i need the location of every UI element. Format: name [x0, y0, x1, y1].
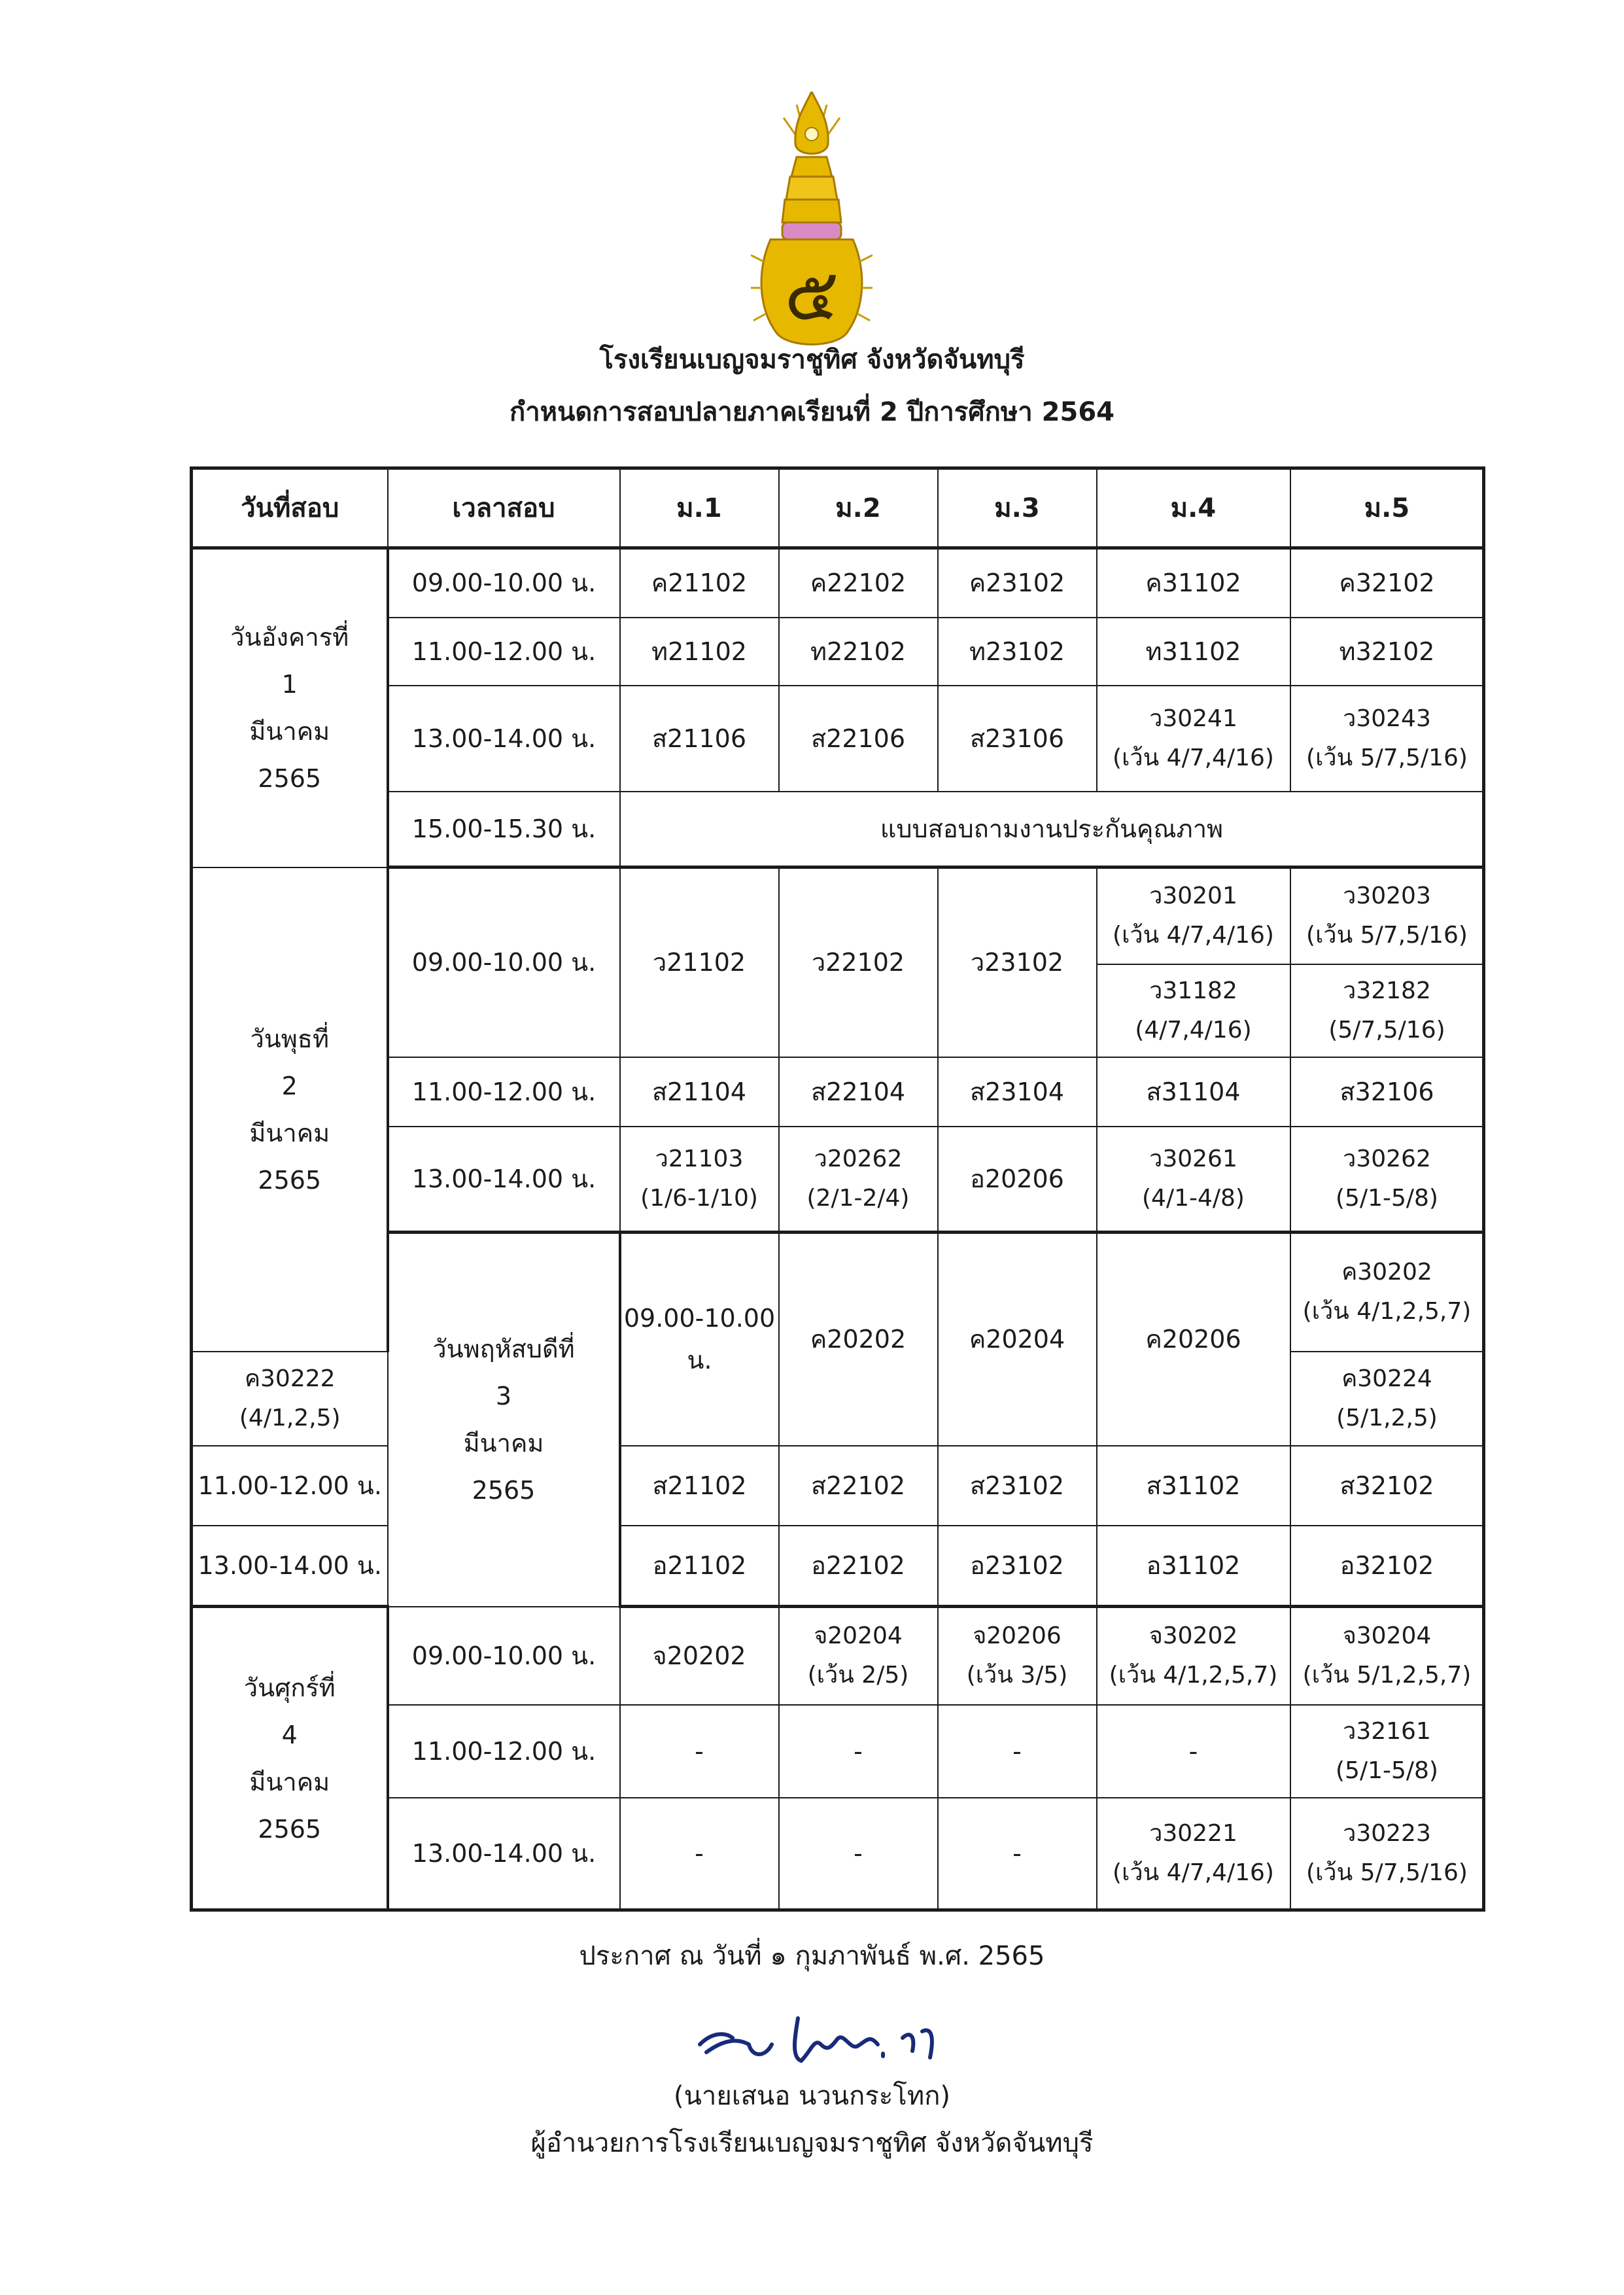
table-row — [192, 548, 1484, 618]
subject-cell — [620, 1127, 779, 1233]
time-cell: 09.00-10.00 น. — [388, 867, 620, 1057]
subject-note: (เว้น 3/5) — [966, 1662, 1068, 1689]
signer-position: ผู้อำนวยการโรงเรียนเบญจมราชูทิศ จังหวัดจันทบุรี — [530, 2128, 1094, 2158]
subject-cell — [1097, 686, 1290, 792]
subject-cell — [1290, 867, 1484, 964]
subject-code: ว30243 — [1343, 705, 1431, 732]
subject-cell — [779, 1607, 938, 1705]
subject-code: ว20262 — [814, 1145, 903, 1172]
time-cell: 13.00-14.00 น. — [192, 1526, 388, 1607]
day-name: วันอังคารที่ — [230, 623, 349, 652]
day-year: 2565 — [472, 1476, 536, 1505]
subject-cell: ค21102 — [620, 548, 779, 618]
day-year: 2565 — [258, 1814, 322, 1844]
schedule-title: กำหนดการสอบปลายภาคเรียนที่ 2 ปีการศึกษา 2564 — [510, 397, 1114, 427]
subject-note: (1/6-1/10) — [640, 1184, 758, 1212]
exam-schedule-table — [190, 466, 1485, 1912]
subject-cell: ส31102 — [1097, 1446, 1290, 1526]
subject-cell — [1097, 1798, 1290, 1910]
subject-code: ว30262 — [1343, 1145, 1431, 1172]
subject-cell: ส22102 — [779, 1446, 938, 1526]
subject-code: ว30241 — [1149, 705, 1237, 732]
time-cell: 11.00-12.00 น. — [388, 1057, 620, 1127]
subject-note: (5/1-5/8) — [1336, 1184, 1438, 1212]
subject-cell: ส22104 — [779, 1057, 938, 1127]
subject-code: จ30202 — [1149, 1622, 1238, 1650]
day-cell-1 — [192, 548, 388, 867]
subject-cell: - — [620, 1798, 779, 1910]
subject-note: (4/1,2,5) — [239, 1404, 341, 1431]
day-month: มีนาคม — [249, 717, 330, 746]
subject-cell: ส21106 — [620, 686, 779, 792]
subject-cell: ส21104 — [620, 1057, 779, 1127]
subject-cell — [1290, 1798, 1484, 1910]
subject-cell: ส23102 — [938, 1446, 1097, 1526]
subject-code: จ30204 — [1342, 1622, 1432, 1650]
subject-cell — [1097, 1127, 1290, 1233]
header-m3: ม.3 — [938, 468, 1097, 548]
subject-cell — [1290, 1127, 1484, 1233]
subject-cell: ว23102 — [938, 867, 1097, 1057]
table-header-row — [192, 468, 1484, 548]
subject-cell: ท32102 — [1290, 618, 1484, 686]
subject-cell: ท22102 — [779, 618, 938, 686]
subject-note: (5/1,2,5) — [1336, 1404, 1438, 1431]
school-name: โรงเรียนเบญจมราชูทิศ จังหวัดจันทบุรี — [599, 345, 1025, 375]
table-row — [192, 1607, 1484, 1705]
subject-code: ว32161 — [1343, 1717, 1431, 1745]
subject-code: ว30261 — [1149, 1145, 1237, 1172]
day-name: วันศุกร์ที่ — [243, 1673, 336, 1702]
day-name: วันพุธที่ — [250, 1024, 330, 1053]
subject-cell: - — [779, 1705, 938, 1798]
subject-code: ค30202 — [1341, 1259, 1432, 1286]
subject-note: (2/1-2/4) — [806, 1184, 910, 1212]
time-cell: 11.00-12.00 น. — [192, 1446, 388, 1526]
subject-cell — [1290, 1705, 1484, 1798]
subject-cell: ว21102 — [620, 867, 779, 1057]
subject-cell — [1290, 1352, 1484, 1446]
quality-survey-cell: แบบสอบถามงานประกันคุณภาพ — [620, 792, 1484, 867]
day-month: มีนาคม — [249, 1118, 330, 1148]
subject-cell: ค20204 — [938, 1233, 1097, 1446]
subject-note: (เว้น 5/1,2,5,7) — [1302, 1662, 1472, 1689]
subject-cell: อ22102 — [779, 1526, 938, 1607]
subject-cell: อ31102 — [1097, 1526, 1290, 1607]
subject-cell: ค32102 — [1290, 548, 1484, 618]
subject-cell: ค23102 — [938, 548, 1097, 618]
subject-cell: - — [1097, 1705, 1290, 1798]
time-cell: 13.00-14.00 น. — [388, 1798, 620, 1910]
time-cell: 09.00-10.00 น. — [620, 1233, 779, 1446]
subject-code: ว32182 — [1343, 977, 1431, 1004]
day-name: วันพฤหัสบดีที่ — [432, 1335, 575, 1364]
time-cell: 11.00-12.00 น. — [388, 1705, 620, 1798]
subject-note: (เว้น 4/7,4/16) — [1113, 1859, 1274, 1886]
subject-cell: อ32102 — [1290, 1526, 1484, 1607]
day-year: 2565 — [258, 1165, 322, 1195]
day-date: 3 — [495, 1382, 512, 1411]
subject-cell — [1290, 1607, 1484, 1705]
signer-name: (นายเสนอ นวนกระโทก) — [673, 2081, 951, 2111]
subject-code: จ20206 — [973, 1622, 1062, 1650]
subject-cell: ค31102 — [1097, 548, 1290, 618]
subject-cell — [1290, 964, 1484, 1057]
subject-cell: - — [938, 1798, 1097, 1910]
day-month: มีนาคม — [249, 1767, 330, 1796]
director-signature — [687, 1999, 955, 2077]
subject-note: (4/1-4/8) — [1142, 1184, 1245, 1212]
day-date: 4 — [281, 1720, 298, 1749]
header-exam-date: วันที่สอบ — [192, 468, 388, 548]
subject-cell: ส32102 — [1290, 1446, 1484, 1526]
subject-cell: ว22102 — [779, 867, 938, 1057]
subject-cell: - — [620, 1705, 779, 1798]
subject-code: ว30201 — [1149, 883, 1237, 910]
header-exam-time: เวลาสอบ — [388, 468, 620, 548]
day-month: มีนาคม — [463, 1429, 544, 1458]
subject-cell: ส23106 — [938, 686, 1097, 792]
time-cell: 09.00-10.00 น. — [388, 1607, 620, 1705]
subject-cell: ส21102 — [620, 1446, 779, 1526]
day-cell-2 — [192, 867, 388, 1352]
table-row — [192, 867, 1484, 964]
subject-cell: ค20202 — [779, 1233, 938, 1446]
subject-cell: - — [779, 1798, 938, 1910]
subject-note: (เว้น 5/7,5/16) — [1306, 922, 1468, 949]
time-cell: 15.00-15.30 น. — [388, 792, 620, 867]
subject-code: ว31182 — [1149, 977, 1237, 1004]
subject-cell: ส32106 — [1290, 1057, 1484, 1127]
header-m4: ม.4 — [1097, 468, 1290, 548]
subject-code: ว21103 — [655, 1145, 744, 1172]
subject-note: (เว้น 5/7,5/16) — [1306, 1859, 1468, 1886]
day-date: 2 — [281, 1071, 298, 1100]
subject-cell — [1097, 1607, 1290, 1705]
time-cell: 09.00-10.00 น. — [388, 548, 620, 618]
day-year: 2565 — [258, 764, 322, 794]
subject-cell: อ20206 — [938, 1127, 1097, 1233]
subject-cell — [779, 1127, 938, 1233]
subject-note: (เว้น 4/7,4/16) — [1113, 744, 1274, 771]
time-cell: 13.00-14.00 น. — [388, 686, 620, 792]
subject-cell — [1290, 1233, 1484, 1352]
subject-cell — [192, 1352, 388, 1446]
table-row — [192, 1446, 1484, 1526]
header-m5: ม.5 — [1290, 468, 1484, 548]
subject-code: ค30222 — [244, 1365, 336, 1392]
school-emblem-icon — [751, 92, 872, 347]
subject-cell: - — [938, 1705, 1097, 1798]
subject-note: (5/1-5/8) — [1336, 1757, 1438, 1784]
emblem-numeral: ๕ — [784, 253, 839, 336]
subject-cell: อ21102 — [620, 1526, 779, 1607]
subject-cell: ท31102 — [1097, 618, 1290, 686]
time-cell: 11.00-12.00 น. — [388, 618, 620, 686]
subject-cell: ส22106 — [779, 686, 938, 792]
subject-cell — [1097, 964, 1290, 1057]
subject-cell: ส23104 — [938, 1057, 1097, 1127]
time-cell: 13.00-14.00 น. — [388, 1127, 620, 1233]
subject-cell — [1290, 686, 1484, 792]
subject-cell: ส31104 — [1097, 1057, 1290, 1127]
subject-cell: ท21102 — [620, 618, 779, 686]
day-cell-3 — [388, 1233, 620, 1607]
subject-cell: อ23102 — [938, 1526, 1097, 1607]
subject-cell: จ20202 — [620, 1607, 779, 1705]
subject-cell: ท23102 — [938, 618, 1097, 686]
subject-note: (4/7,4/16) — [1135, 1016, 1252, 1043]
subject-code: ว30221 — [1149, 1819, 1237, 1847]
subject-cell: ค20206 — [1097, 1233, 1290, 1446]
table-row — [192, 1526, 1484, 1607]
subject-note: (5/7,5/16) — [1328, 1016, 1445, 1043]
day-cell-4 — [192, 1607, 388, 1910]
subject-cell — [938, 1607, 1097, 1705]
header-m1: ม.1 — [620, 468, 779, 548]
subject-note: (เว้น 5/7,5/16) — [1306, 744, 1468, 771]
subject-code: จ20204 — [814, 1622, 903, 1650]
day-date: 1 — [281, 670, 298, 699]
subject-cell — [1097, 867, 1290, 964]
subject-note: (เว้น 4/1,2,5,7) — [1302, 1298, 1472, 1325]
announcement-date: ประกาศ ณ วันที่ ๑ กุมภาพันธ์ พ.ศ. 2565 — [579, 1941, 1045, 1971]
header-m2: ม.2 — [779, 468, 938, 548]
subject-note: (เว้น 4/1,2,5,7) — [1109, 1662, 1278, 1689]
subject-note: (เว้น 4/7,4/16) — [1113, 922, 1274, 949]
subject-code: ว30203 — [1343, 883, 1431, 910]
subject-cell: ค22102 — [779, 548, 938, 618]
subject-code: ว30223 — [1343, 1819, 1431, 1847]
subject-note: (เว้น 2/5) — [807, 1662, 909, 1689]
subject-code: ค30224 — [1341, 1365, 1432, 1392]
